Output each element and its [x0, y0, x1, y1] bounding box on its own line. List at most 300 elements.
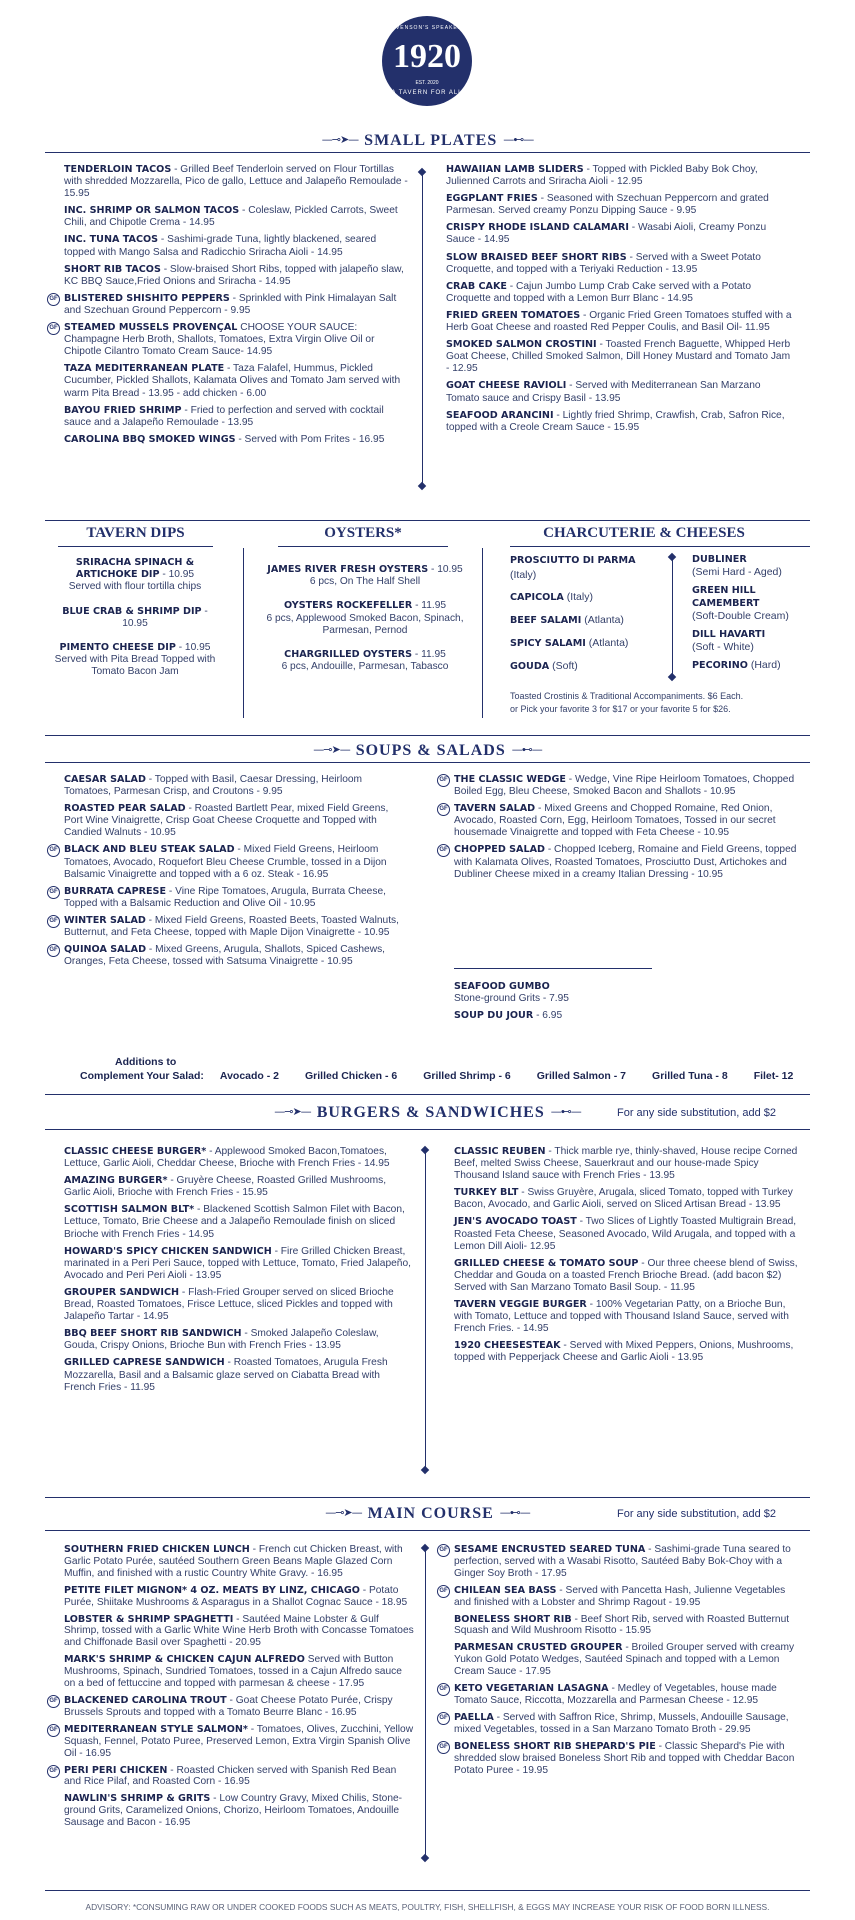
menu-item-description: - Fire Grilled Chicken Breast, marinated in a Peri Peri Sauce, topped with Lettuce, Tomato, Fried Jalapeño, Avocado and Peri Peri Aioli - 13.95	[64, 1245, 411, 1281]
menu-item-description: - Toasted French Baguette, Whipped Herb Goat Cheese, Chilled Smoked Salmon, Dill Honey Mustard and Tomato Jam - 12.95	[446, 339, 791, 375]
menu-item-description: 6 pcs, On The Half Shell	[309, 576, 421, 588]
menu-item-description: - Goat Cheese Potato Purée, Crispy Brussels Sprouts and topped with a Tomato Beurre Blanc - 16.95	[64, 1694, 393, 1718]
tavern-dips-title: TAVERN DIPS	[86, 525, 185, 541]
menu-item-description: - Thick marble rye, thinly-shaved, House recipe Corned Beef, melted Swiss Cheese, Sauerkraut and our house-made Spicy Thousand Island sauce with French Fries - 13.95	[454, 1146, 798, 1182]
menu-item	[49, 322, 409, 358]
menu-item-description: - Wedge, Vine Ripe Heirloom Tomatoes, Chopped Boiled Egg, Bleu Cheese, Smoked Bacon and Shallots - 10.95	[454, 774, 795, 798]
menu-item-name: CHILEAN SEA BASS	[454, 1584, 557, 1596]
menu-item-name: CLASSIC CHEESE BURGER*	[64, 1146, 207, 1157]
menu-item-description: - Gruyère Cheese, Roasted Grilled Mushrooms, Garlic Aioli, Brioche with French Fries - 15.95	[64, 1175, 387, 1199]
ornament-right-icon: —⊷—	[499, 1506, 530, 1519]
menu-item-name: JEN'S AVOCADO TOAST	[454, 1216, 577, 1228]
menu-item	[64, 1204, 414, 1240]
menu-item-name: PARMESAN CRUSTED GROUPER	[454, 1642, 623, 1654]
menu-item	[439, 803, 804, 839]
menu-item-description: - Chopped Iceberg, Romaine and Field Greens, topped with Kalamata Olives, Roasted Tomatoes, Prosciutto Dust, Artichokes and Dubliner Cheese mixed in a creamy Italian Dressing - 10.95	[454, 844, 797, 880]
gluten-free-icon: GF	[437, 1741, 450, 1754]
menu-item-description: - Sashimi-grade Tuna seared to perfection, served with a Wasabi Risotto, Sautéed Baby Bok-Choy with a Ginger Soy Broth - 17.95	[454, 1544, 791, 1579]
oysters-title: OYSTERS*	[324, 525, 402, 541]
menu-item-name: INC. SHRIMP OR SALMON TACOS	[64, 205, 240, 217]
small-plates-left-column	[49, 164, 409, 451]
menu-item	[50, 606, 220, 630]
menu-item	[439, 1711, 804, 1736]
addition-item: Grilled Tuna - 8	[652, 1070, 728, 1082]
addition-item: Grilled Salmon - 7	[536, 1070, 627, 1082]
menu-item	[439, 1584, 804, 1609]
salads-left-column	[49, 774, 409, 973]
charcuterie-title: CHARCUTERIE & CHEESES	[543, 525, 745, 541]
menu-item-description: - Tomatoes, Olives, Zucchini, Yellow Squash, Fennel, Potato Puree, Preserved Lemon, Extra Virgin Spanish Olive Oil - 16.95	[64, 1723, 414, 1759]
menu-item-description: - Served with Mediterranean San Marzano Tomato sauce and Crispy Basil - 13.95	[446, 380, 761, 404]
menu-item-name: PERI PERI CHICKEN	[64, 1764, 168, 1776]
cheese-meat-item	[510, 659, 660, 674]
additions-label: Complement Your Salad:	[80, 1070, 204, 1082]
section-rule	[45, 735, 810, 736]
menu-item-description: - Beef Short Rib, served with Roasted Butternut Squash and Wild Mushroom Risotto - 15.95	[454, 1613, 790, 1637]
item-origin: (Atlanta)	[585, 637, 629, 649]
small-plates-right-column	[446, 164, 796, 439]
menu-item-description: - Applewood Smoked Bacon,Tomatoes, Lettuce, Garlic Aioli, Cheddar Cheese, Brioche with French Fries - 14.95	[64, 1146, 390, 1170]
column-divider	[243, 548, 244, 718]
cheese-meat-item	[510, 636, 660, 651]
charcuterie-cheeses	[692, 553, 822, 677]
menu-item-description: - Mixed Greens, Arugula, Shallots, Spiced Cashews, Oranges, Feta Cheese, tossed with Satsuma Vinaigrette - 10.95	[64, 944, 385, 968]
menu-item	[49, 914, 409, 939]
burgers-left-column	[64, 1146, 414, 1399]
menu-item-description: - Topped with Basil, Caesar Dressing, Heirloom Tomatoes, Parmesan Crisp, and Croutons - 9.95	[64, 774, 363, 798]
menu-item-description: - Grilled Beef Tenderloin served on Flour Tortillas with shredded Mozzarella, Pico de gallo, Lettuce and Jalapeño Remoulade - 15.95	[64, 164, 408, 200]
menu-item-name: PAELLA	[454, 1711, 494, 1723]
menu-item-description: - Slow-braised Short Ribs, topped with jalapeño slaw, KC BBQ Sauce,Fried Onions and Sriracha - 14.95	[64, 263, 404, 287]
logo-est: EST. 2020	[415, 80, 439, 86]
menu-item-description: - Wasabi Aioli, Creamy Ponzu Sauce - 14.95	[446, 222, 767, 246]
menu-item	[64, 234, 409, 258]
ornament-left-icon: —⊸➤—	[313, 743, 350, 756]
logo-bottom-text: A TAVERN FOR ALL	[391, 90, 463, 96]
menu-item-name: CAROLINA BBQ SMOKED WINGS	[64, 433, 236, 445]
menu-item-description: 6 pcs, Andouille, Parmesan, Tabasco	[281, 661, 449, 673]
item-name: CAPICOLA	[510, 592, 564, 603]
menu-item	[64, 1146, 414, 1170]
menu-item-description: - Roasted Tomatoes, Arugula Fresh Mozzarella, Basil and a Balsamic glaze served on Ciabatta Bread with French Fries - 11.95	[64, 1357, 388, 1393]
item-origin: (Italy)	[563, 591, 593, 603]
menu-item-name: PETITE FILET MIGNON* 4 OZ. MEATS BY LINZ, CHICAGO	[64, 1584, 360, 1596]
menu-item-price: - 10.95	[122, 605, 208, 629]
menu-item-name: CHOPPED SALAD	[454, 844, 545, 856]
small-plates-title: SMALL PLATES	[364, 132, 498, 149]
section-rule	[45, 1129, 810, 1130]
menu-item-name: SOUP DU JOUR	[454, 1010, 534, 1022]
menu-item	[49, 944, 409, 968]
menu-item	[446, 252, 796, 276]
item-name: GOUDA	[510, 661, 550, 672]
menu-item	[64, 1793, 414, 1829]
main-right-column	[439, 1544, 804, 1781]
ornament-left-icon: —⊸➤—	[321, 133, 359, 146]
menu-item-name: MARK'S SHRIMP & CHICKEN CAJUN ALFREDO	[64, 1654, 305, 1666]
menu-item	[265, 600, 465, 637]
menu-item	[454, 1340, 804, 1364]
menu-item	[446, 380, 796, 404]
gluten-free-icon: GF	[47, 293, 60, 306]
menu-item-description: - Mixed Field Greens, Heirloom Tomatoes, Avocado, Roquefort Bleu Cheese Crumble, tossed in a Dijon Balsamic Vinaigrette and topped with a 6 oz. Steak - 16.95	[64, 844, 387, 880]
menu-item	[64, 1328, 414, 1352]
logo-top-text: STEVENSON'S SPEAKEASY	[383, 25, 471, 31]
menu-item	[439, 774, 804, 798]
menu-item	[446, 339, 796, 375]
charcuterie-note-line2: or Pick your favorite 3 for $17 or your favorite 5 for $26.	[510, 704, 731, 714]
item-origin: (Soft-Double Cream)	[692, 610, 789, 622]
menu-item-description: - Fried to perfection and served with cocktail sauce and a Jalapeño Remoulade - 13.95	[64, 404, 384, 428]
menu-item-description: Stone-ground Grits - 7.95	[454, 993, 569, 1005]
soups-list	[454, 981, 754, 1027]
gluten-free-icon: GF	[47, 915, 60, 928]
item-origin: (Semi Hard - Aged)	[692, 566, 782, 578]
menu-item-name: BLISTERED SHISHITO PEPPERS	[64, 292, 230, 304]
item-name: DUBLINER	[692, 554, 747, 565]
menu-item-price: - 10.95	[159, 569, 195, 581]
item-name: DILL HAVARTI	[692, 629, 766, 640]
item-origin: (Atlanta)	[581, 614, 624, 626]
menu-item-name: HOWARD'S SPICY CHICKEN SANDWICH	[64, 1245, 272, 1257]
menu-item-name: SESAME ENCRUSTED SEARED TUNA	[454, 1544, 646, 1555]
menu-item-description: - Sautéed Maine Lobster & Gulf Shrimp, tossed with a Garlic White Wine Herb Broth with Concasse Tomatoes and Chiffonade Basil over Spaghetti - 20.95	[64, 1613, 414, 1649]
menu-item	[64, 1654, 414, 1690]
menu-item-description: - Mixed Greens and Chopped Romaine, Red Onion, Avocado, Roasted Corn, Egg, Heirloom Tomatoes, Tossed in our secret housemade Vinaigrette and topped with Feta Cheese - 10.95	[454, 803, 776, 839]
advisory-text: ADVISORY: *CONSUMING RAW OR UNDER COOKED FOODS SUCH AS MEATS, POULTRY, FISH, SHELLFISH, & EGGS MAY INCREASE YOUR RISK OF FOOD BORN ILLNESS.	[85, 1902, 770, 1912]
menu-item-name: KETO VEGETARIAN LASAGNA	[454, 1683, 609, 1695]
section-rule	[45, 1890, 810, 1891]
addition-item: Grilled Shrimp - 6	[423, 1070, 511, 1082]
cheese-meat-item	[692, 659, 822, 672]
section-header-small-plates	[45, 130, 810, 150]
menu-item-name: SMOKED SALMON CROSTINI	[446, 339, 597, 351]
menu-item-description: - Medley of Vegetables, house made Tomato Sauce, Riccotta, Mozzarella and Parmesan Cheese - 12.95	[454, 1683, 777, 1706]
gluten-free-icon: GF	[47, 322, 60, 335]
menu-item-description: - Roasted Bartlett Pear, mixed Field Greens, Port Wine Vinaigrette, Crisp Goat Cheese Croquette and Topped with Candied Walnuts - 10.95	[64, 803, 389, 839]
menu-item	[49, 292, 409, 317]
menu-item-name: ROASTED PEAR SALAD	[64, 803, 186, 815]
gluten-free-icon: GF	[47, 886, 60, 899]
item-origin: (Soft - White)	[692, 641, 754, 653]
gluten-free-icon: GF	[47, 944, 60, 957]
menu-item-name: THE CLASSIC WEDGE	[454, 774, 566, 785]
menu-item	[49, 1723, 414, 1760]
column-divider	[425, 1548, 426, 1858]
menu-item	[49, 844, 409, 880]
menu-item	[49, 1694, 414, 1719]
menu-item-name: HAWAIIAN LAMB SLIDERS	[446, 164, 584, 175]
section-rule	[45, 1530, 810, 1531]
menu-item	[64, 1175, 414, 1199]
menu-item	[439, 1683, 804, 1707]
main-course-title: MAIN COURSE	[367, 1505, 494, 1522]
menu-item-name: TURKEY BLT	[454, 1187, 519, 1199]
menu-item-name: OYSTERS ROCKEFELLER	[283, 600, 413, 612]
oysters-list	[265, 564, 465, 685]
menu-item	[446, 193, 796, 217]
menu-item-description: - Served with Pom Frites - 16.95	[235, 433, 385, 445]
menu-item-description: - Cajun Jumbo Lump Crab Cake served with a Potato Croquette and topped with a Lemon Burr Blanc - 14.95	[446, 280, 752, 304]
menu-item-name: BBQ BEEF SHORT RIB SANDWICH	[64, 1328, 242, 1340]
menu-item	[64, 803, 409, 839]
menu-item-name: TAVERN VEGGIE BURGER	[454, 1299, 587, 1311]
menu-item-name: BLACKENED CAROLINA TROUT	[64, 1694, 227, 1706]
menu-item-description: - Low Country Gravy, Mixed Chilis, Stone-ground Grits, Caramelized Onions, Chorizo, Heirloom Tomatoes, Andouille Sausage and Bacon - 16.95	[64, 1793, 403, 1829]
menu-item	[64, 205, 409, 229]
addition-item: Filet- 12	[753, 1070, 794, 1082]
menu-item	[64, 434, 409, 446]
menu-item	[64, 164, 409, 200]
menu-item-description: Served with flour tortilla chips	[68, 581, 202, 593]
menu-item-description: - Vine Ripe Tomatoes, Arugula, Burrata Cheese, Topped with a Balsamic Reduction and Olive Oil - 10.95	[64, 885, 386, 909]
ornament-left-icon: —⊸➤—	[274, 1105, 311, 1118]
menu-item	[446, 281, 796, 305]
menu-item-description: - Mixed Field Greens, Roasted Beets, Toasted Walnuts, Butternut, and Feta Cheese, topped with Maple Dijon Vinaigrette - 10.95	[64, 914, 399, 939]
menu-item-name: GROUPER SANDWICH	[64, 1286, 180, 1298]
section-rule	[45, 762, 810, 763]
subsection-rule	[510, 546, 810, 547]
menu-item	[265, 649, 465, 673]
menu-item	[439, 844, 804, 880]
menu-item	[454, 1614, 804, 1638]
column-divider	[482, 548, 483, 718]
menu-item-description: - 100% Vegetarian Patty, on a Brioche Bun, with Tomato, Lettuce and topped with Thousand Island Sauce, served with French Fries. - 14.95	[454, 1299, 789, 1335]
menu-item	[454, 1642, 804, 1678]
menu-item	[265, 564, 465, 588]
menu-item	[454, 981, 754, 1005]
restaurant-logo	[382, 16, 472, 106]
menu-item	[439, 1740, 804, 1777]
menu-item	[64, 1614, 414, 1650]
menu-item	[446, 310, 796, 334]
menu-item-name: BURRATA CAPRESE	[64, 885, 167, 897]
menu-item-name: CRAB CAKE	[446, 280, 507, 292]
charcuterie-note	[510, 690, 743, 716]
menu-item-description: - Served with Saffron Rice, Shrimp, Mussels, Andouille Sausage, mixed Vegetables, tossed in a San Marzano Tomato Broth - 29.95	[454, 1711, 789, 1735]
menu-item-name: SCOTTISH SALMON BLT*	[64, 1204, 195, 1216]
menu-item	[446, 410, 796, 434]
menu-item-name: BONELESS SHORT RIB SHEPARD'S PIE	[454, 1740, 656, 1752]
menu-item	[454, 1216, 804, 1252]
menu-item-description: - Seasoned with Szechuan Peppercorn and grated Parmesan. Served creamy Ponzu Dipping Sauce - 9.95	[446, 193, 769, 217]
menu-item-price: - 10.95	[175, 642, 211, 654]
menu-item-description: - Topped with Pickled Baby Bok Choy, Julienned Carrots and Sriracha Aioli - 12.95	[446, 164, 758, 188]
menu-item-description: - Organic Fried Green Tomatoes stuffed with a Herb Goat Cheese and roasted Red Pepper Coulis, and Basil Oil- 11.95	[446, 309, 792, 334]
section-rule	[45, 1094, 810, 1095]
menu-item-price: - 10.95	[428, 564, 463, 575]
tavern-dips-list	[50, 557, 220, 691]
menu-item	[64, 1357, 414, 1393]
ornament-left-icon: —⊸➤—	[325, 1506, 362, 1519]
menu-item	[446, 222, 796, 246]
menu-item-description: - Sprinkled with Pink Himalayan Salt and Szechuan Ground Peppercorn - 9.95	[64, 292, 397, 316]
burgers-right-column	[454, 1146, 804, 1370]
menu-item-name: JAMES RIVER FRESH OYSTERS	[267, 564, 429, 575]
additions-row	[80, 1069, 845, 1083]
menu-item-name: GRILLED CAPRESE SANDWICH	[64, 1357, 225, 1369]
menu-item-description: - Lightly fried Shrimp, Crawfish, Crab, Safron Rice, topped with a Creole Cream Sauce - 15.95	[446, 409, 785, 433]
gluten-free-icon: GF	[437, 1683, 450, 1696]
menu-item-name: CRISPY RHODE ISLAND CALAMARI	[446, 222, 629, 234]
menu-item-name: INC. TUNA TACOS	[64, 234, 159, 246]
menu-item	[64, 405, 409, 429]
addition-item: Avocado - 2	[219, 1070, 280, 1082]
menu-item-name: CHARGRILLED OYSTERS	[284, 649, 413, 661]
menu-item-name: BAYOU FRIED SHRIMP	[64, 404, 182, 416]
menu-item-name: GRILLED CHEESE & TOMATO SOUP	[454, 1257, 639, 1269]
menu-item-description: - Classic Shepard's Pie with shredded slow braised Boneless Short Rib and topped with Cheddar Bacon Potato Puree - 19.95	[454, 1740, 795, 1776]
soups-salads-title: SOUPS & SALADS	[355, 742, 506, 759]
column-divider	[672, 557, 673, 677]
salads-right-column	[439, 774, 804, 886]
menu-item-description: Served with Button Mushrooms, Spinach, Sundried Tomatoes, tossed in a Cajun Alfredo sauce on a bed of fettuccine and topped with parmesan & cheese - 17.95	[64, 1654, 402, 1690]
menu-item-name: LOBSTER & SHRIMP SPAGHETTI	[64, 1613, 234, 1625]
addition-item: Grilled Chicken - 6	[305, 1070, 398, 1082]
menu-item	[64, 1287, 414, 1323]
menu-item-description: - Served with Mixed Peppers, Onions, Mushrooms, topped with Pepperjack Cheese and Garlic Aioli - 13.95	[454, 1340, 794, 1364]
menu-item-name: SHORT RIB TACOS	[64, 263, 161, 275]
menu-item	[49, 885, 409, 910]
menu-item-description: - Served with Pancetta Hash, Julienne Vegetables and finished with a Lobster and Shrimp Ragout - 19.95	[454, 1584, 786, 1608]
menu-item-description: - Broiled Grouper served with creamy Yukon Gold Potato Wedges, Sautéed Spinach and topped with a Lemon Cream Sauce - 17.95	[454, 1642, 795, 1678]
gluten-free-icon: GF	[437, 774, 450, 787]
main-side-note: For any side substitution, add $2	[617, 1508, 776, 1520]
menu-item-price: - 11.95	[412, 600, 447, 612]
menu-item-description: Served with Pita Bread Topped with Tomato Bacon Jam	[54, 654, 216, 678]
item-origin: (Italy)	[510, 569, 537, 581]
gluten-free-icon: GF	[47, 1724, 60, 1737]
menu-item-name: MEDITERRANEAN STYLE SALMON*	[64, 1723, 248, 1735]
menu-item	[64, 774, 409, 798]
section-rule	[45, 1497, 810, 1498]
menu-item	[50, 642, 220, 679]
menu-item-description: - 6.95	[533, 1010, 563, 1022]
ornament-right-icon: —⊷—	[511, 743, 542, 756]
cheese-meat-item	[510, 553, 660, 582]
menu-item	[64, 1544, 414, 1580]
menu-item	[454, 1010, 754, 1022]
menu-item-name: NAWLIN'S SHRIMP & GRITS	[64, 1793, 211, 1805]
menu-item-description: - Smoked Jalapeño Coleslaw, Gouda, Crispy Onions, Brioche Bun with French Fries - 13.95	[64, 1328, 379, 1352]
menu-item	[64, 1585, 414, 1609]
menu-item	[50, 557, 220, 594]
menu-item-description: - Served with a Sweet Potato Croquette, and topped with a Teriyaki Reduction - 13.95	[446, 251, 761, 275]
menu-item-name: CAESAR SALAD	[64, 774, 146, 785]
menu-item	[454, 1299, 804, 1335]
item-origin: (Hard)	[747, 659, 781, 671]
menu-item-name: 1920 CHEESESTEAK	[454, 1340, 561, 1352]
section-header-soups-salads	[45, 740, 810, 760]
additions-title: Additions to	[115, 1056, 177, 1068]
menu-item-name: BLUE CRAB & SHRIMP DIP	[62, 605, 202, 617]
section-rule	[45, 520, 810, 521]
cheese-meat-item	[692, 628, 822, 654]
menu-item-name: SEAFOOD ARANCINI	[446, 409, 554, 421]
item-name: BEEF SALAMI	[510, 615, 582, 626]
menu-item-name: AMAZING BURGER*	[64, 1175, 168, 1187]
logo-number: 1920	[393, 38, 461, 75]
gluten-free-icon: GF	[437, 1544, 450, 1557]
cheese-meat-item	[510, 613, 660, 628]
subsection-rule	[58, 546, 213, 547]
menu-item	[64, 264, 409, 288]
menu-item-description: - Blackened Scottish Salmon Filet with Bacon, Lettuce, Tomato, Brie Cheese and a Jalapeño Remoulade finish on sliced Brioche with French Fries - 14.95	[64, 1204, 405, 1240]
menu-item	[49, 1764, 414, 1789]
column-divider	[422, 172, 423, 486]
menu-item-name: SOUTHERN FRIED CHICKEN LUNCH	[64, 1544, 250, 1555]
menu-item-name: SRIRACHA SPINACH & ARTICHOKE DIP	[75, 557, 195, 581]
menu-item-name: GOAT CHEESE RAVIOLI	[446, 380, 567, 392]
menu-item-description: - Two Slices of Lightly Toasted Multigrain Bread, Roasted Feta Cheese, Seasoned Avocado, Wild Arugala, and topped with a Lemon Dill Aioli- 12.95	[454, 1216, 797, 1252]
menu-item	[454, 1258, 804, 1294]
menu-item-description: - Coleslaw, Pickled Carrots, Sweet Chili, and Chipotle Crema - 14.95	[64, 205, 398, 229]
cheese-meat-item	[692, 553, 822, 579]
menu-item-name: SLOW BRAISED BEEF SHORT RIBS	[446, 251, 627, 263]
menu-item-name: PIMENTO CHEESE DIP	[59, 642, 176, 654]
gluten-free-icon: GF	[47, 844, 60, 857]
item-origin: (Soft)	[549, 660, 578, 672]
ornament-right-icon: —⊷—	[503, 133, 534, 146]
soup-divider	[454, 968, 652, 969]
menu-item-name: BLACK AND BLEU STEAK SALAD	[64, 844, 235, 856]
menu-item	[446, 164, 796, 188]
menu-item-name: QUINOA SALAD	[64, 944, 147, 956]
menu-item-description: - Taza Falafel, Hummus, Pickled Cucumber, Pickled Shallots, Kalamata Olives and Tomato Jam served with warm Pita Bread - 13.95 - add chicken - 6.00	[64, 363, 401, 399]
item-name: PROSCIUTTO DI PARMA	[510, 555, 636, 566]
menu-item-description: - Flash-Fried Grouper served on sliced Brioche Bread, Roasted Tomatoes, Frisce Lettuce, sliced Pickles and topped with Jalapeño Tartar - 14.95	[64, 1286, 394, 1323]
menu-item-name: TAZA MEDITERRANEAN PLATE	[64, 363, 225, 375]
menu-item-description: CHOOSE YOUR SAUCE: Champagne Herb Broth, Shallots, Tomatoes, Extra Virgin Olive Oil or Chipotle Cilantro Tomato Cream Sauce- 14.95	[64, 322, 375, 358]
gluten-free-icon: GF	[437, 803, 450, 816]
menu-item-description: - Swiss Gruyère, Arugala, sliced Tomato, topped with Turkey Bacon, Avocado, and Garlic Aioli, served on Sliced Artisan Bread - 13.95	[454, 1187, 793, 1211]
burgers-side-note: For any side substitution, add $2	[617, 1107, 776, 1119]
column-divider	[425, 1150, 426, 1470]
section-rule	[45, 152, 810, 153]
main-left-column	[49, 1544, 414, 1834]
additions-list	[220, 1070, 819, 1082]
menu-item-name: FRIED GREEN TOMATOES	[446, 309, 581, 321]
menu-item-description: - Roasted Chicken served with Spanish Red Bean and Rice Pilaf, and Roasted Corn - 16.95	[64, 1764, 397, 1788]
gluten-free-icon: GF	[437, 1712, 450, 1725]
menu-item	[64, 1246, 414, 1282]
gluten-free-icon: GF	[47, 1695, 60, 1708]
menu-item	[64, 363, 409, 399]
menu-item-name: WINTER SALAD	[64, 914, 146, 926]
menu-item-name: CLASSIC REUBEN	[454, 1146, 546, 1157]
menu-item	[454, 1187, 804, 1211]
cheese-meat-item	[510, 590, 660, 605]
subsection-rule	[278, 546, 448, 547]
menu-item-description: 6 pcs, Applewood Smoked Bacon, Spinach, Parmesan, Pernod	[266, 612, 464, 636]
item-name: SPICY SALAMI	[510, 638, 586, 649]
menu-item-description: - Sashimi-grade Tuna, lightly blackened, seared topped with Mango Salsa and Radicchio Sriracha Aioli - 14.95	[64, 234, 377, 258]
gluten-free-icon: GF	[437, 1585, 450, 1598]
item-name: GREEN HILL CAMEMBERT	[692, 585, 760, 609]
menu-item-name: SEAFOOD GUMBO	[454, 981, 550, 992]
menu-item-name: EGGPLANT FRIES	[446, 193, 538, 205]
menu-item	[439, 1544, 804, 1580]
menu-item-price: - 11.95	[412, 649, 446, 661]
ornament-right-icon: —⊷—	[550, 1105, 581, 1118]
menu-item-description: - French cut Chicken Breast, with Garlic Potato Purée, sautéed Southern Green Beans Maple Glazed Corn Muffin, and finished with a rustic Country White Gravy. - 16.95	[64, 1544, 403, 1579]
item-name: PECORINO	[692, 660, 748, 671]
menu-item	[454, 1146, 804, 1182]
menu-item-name: TAVERN SALAD	[454, 803, 536, 815]
gluten-free-icon: GF	[47, 1765, 60, 1778]
charcuterie-meats	[510, 553, 660, 682]
gluten-free-icon: GF	[437, 844, 450, 857]
